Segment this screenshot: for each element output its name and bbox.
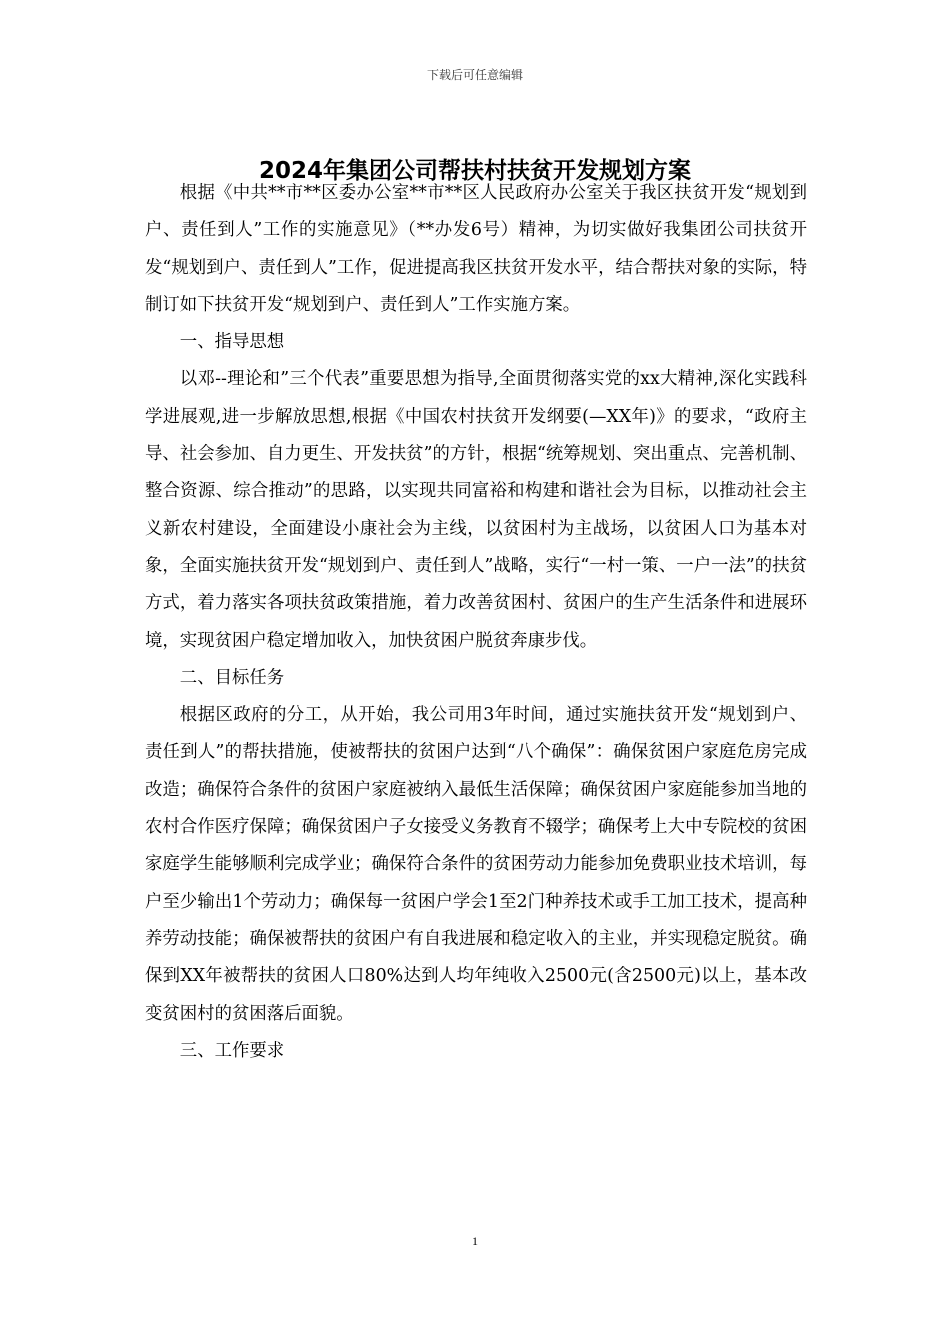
section-heading-goals-tasks: 二、目标任务 — [179, 667, 285, 688]
document-title: 2024年集团公司帮扶村扶贫开发规划方案 — [258, 158, 691, 184]
guiding-ideology-paragraph: 以邓--理论和”三个代表”重要思想为指导,全面贯彻落实党的xx大精神,深化实践科学进展观,进一步解放思想,根据《中国农村扶贫开发纲要(—XX年)》的要求，“政府主导、社会参加、自力更生、开发扶贫”的方针，根据“统筹规划、突出重点、完善机制、整合资源、综合推动”的思路，以实现共同富裕和构建和谐社会为目标，以推动社会主义新农村建设，全面建设小康社会为主线，以贫困村为主战场，以贫困人口为基本对象，全面实施扶贫开发“规划到户、责任到人”战略，实行“一村一策、一户一法”的扶贫方式，着力落实各项扶贫政策措施，着力改善贫困村、贫困户的生产生活条件和进展环境，实现贫困户稳定增加收入，加快贫困户脱贫奔康步伐。 — [145, 369, 807, 651]
section-heading-guiding-ideology: 一、指导思想 — [179, 332, 285, 353]
page-number: 1 — [472, 1234, 478, 1248]
document-body — [145, 175, 807, 1070]
page-header: 下载后可任意编辑 — [426, 68, 523, 82]
section-heading-work-requirements: 三、工作要求 — [179, 1040, 285, 1061]
intro-paragraph: 根据《中共**市**区委办公室**市**区人民政府办公室关于我区扶贫开发“规划到户、责任到人”工作的实施意见》（**办发6号）精神，为切实做好我集团公司扶贫开发“规划到户、责任到人”工作，促进提高我区扶贫开发水平，结合帮扶对象的实际，特制订如下扶贫开发“规划到户、责任到人”工作实施方案。 — [145, 183, 807, 315]
goals-tasks-paragraph: 根据区政府的分工，从开始，我公司用3年时间，通过实施扶贫开发“规划到户、责任到人”的帮扶措施，使被帮扶的贫困户达到“八个确保”：确保贫困户家庭危房完成改造；确保符合条件的贫困户家庭被纳入最低生活保障；确保贫困户家庭能参加当地的农村合作医疗保障；确保贫困户子女接受义务教育不辍学；确保考上大中专院校的贫困家庭学生能够顺利完成学业；确保符合条件的贫困劳动力能参加免费职业技术培训，每户至少输出1个劳动力；确保每一贫困户学会1至2门种养技术或手工加工技术，提高种养劳动技能；确保被帮扶的贫困户有自我进展和稳定收入的主业，并实现稳定脱贫。确保到XX年被帮扶的贫困人口80%达到人均年纯收入2500元(含2500元)以上，基本改变贫困村的贫困落后面貌。 — [145, 705, 807, 1024]
